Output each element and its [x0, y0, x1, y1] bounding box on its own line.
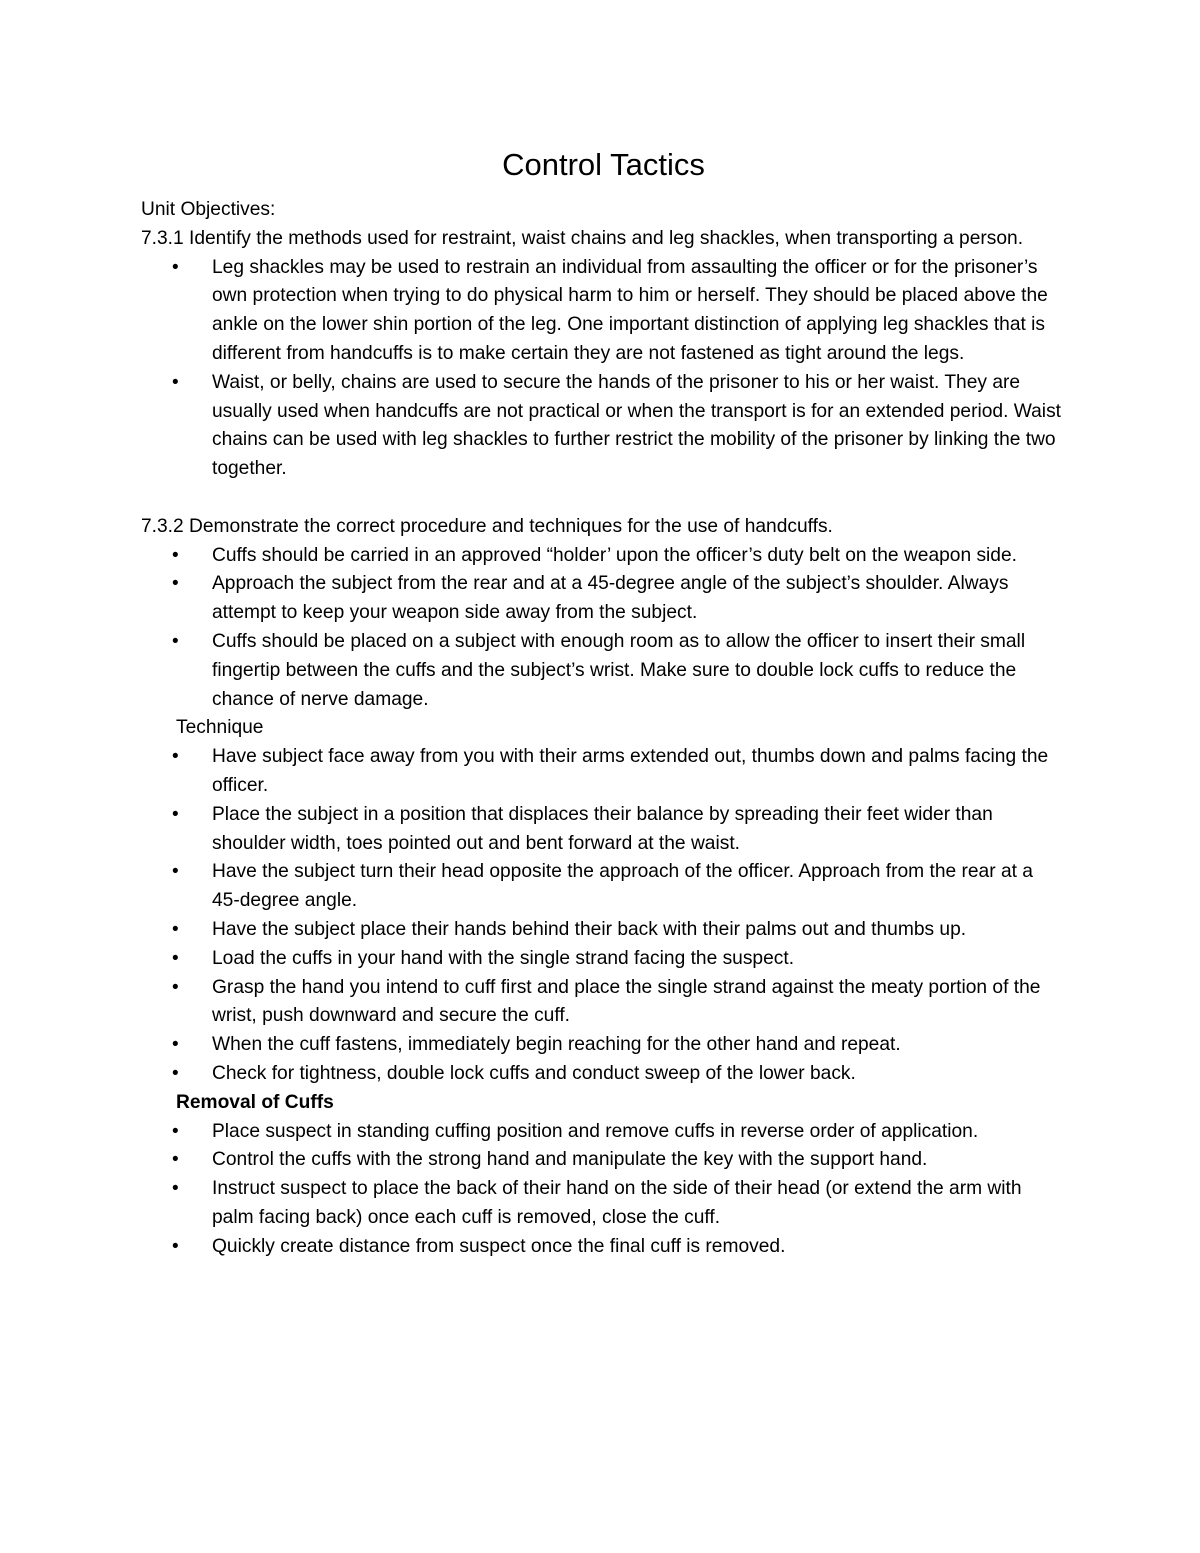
technique-heading: Technique: [176, 717, 264, 739]
removal-section: [141, 1089, 1066, 1262]
removal-heading: Removal of Cuffs: [176, 1091, 334, 1113]
list-item-text: Approach the subject from the rear and at a 45-degree angle of the subject’s shoulder. Always attempt to keep your weapon side away from the subject.: [212, 573, 1009, 624]
list-item: [141, 945, 1066, 974]
bullet-list: [141, 254, 1066, 484]
technique-section: [141, 714, 1066, 1088]
list-item: [141, 1146, 1066, 1175]
bullet-list: [141, 1118, 1066, 1262]
unit-objectives-label: Unit Objectives:: [141, 199, 276, 220]
objective-heading: 7.3.1 Identify the methods used for restraint, waist chains and leg shackles, when transporting a person.: [141, 227, 1024, 249]
list-item-text: Check for tightness, double lock cuffs and conduct sweep of the lower back.: [212, 1062, 856, 1084]
bullet-icon: •: [172, 803, 179, 825]
list-item: [141, 1175, 1066, 1233]
bullet-icon: •: [172, 1178, 179, 1200]
list-item-text: Control the cuffs with the strong hand and manipulate the key with the support hand.: [212, 1149, 928, 1171]
bullet-icon: •: [172, 630, 179, 652]
list-item: [141, 743, 1066, 801]
bullet-icon: •: [172, 947, 179, 969]
objective-heading: 7.3.2 Demonstrate the correct procedure and techniques for the use of handcuffs.: [141, 515, 833, 537]
bullet-icon: •: [172, 256, 179, 278]
bullet-icon: •: [172, 1149, 179, 1171]
list-item-text: Instruct suspect to place the back of their hand on the side of their head (or extend the arm with palm facing back) once each cuff is removed, close the cuff.: [212, 1178, 1022, 1228]
list-item-text: When the cuff fastens, immediately begin reaching for the other hand and repeat.: [212, 1034, 901, 1056]
bullet-list: [141, 743, 1066, 1089]
list-item-text: Waist, or belly, chains are used to secure the hands of the prisoner to his or her waist. They are usually used when handcuffs are not practical or when the transport is for an extended period. Waist chains can be used with leg shackles to further restrict the mobility of the prisoner by linking the two together.: [212, 371, 1061, 480]
bullet-icon: •: [172, 1062, 179, 1084]
bullet-icon: •: [172, 544, 179, 566]
bullet-icon: •: [172, 573, 179, 595]
list-item: [141, 254, 1066, 369]
list-item-text: Quickly create distance from suspect once the final cuff is removed.: [212, 1235, 786, 1257]
bullet-icon: •: [172, 371, 179, 393]
bullet-icon: •: [172, 1235, 179, 1257]
bullet-icon: •: [172, 918, 179, 940]
list-item: [141, 1118, 1066, 1147]
list-item: [141, 801, 1066, 859]
list-item: [141, 1060, 1066, 1089]
list-item: [141, 542, 1066, 571]
list-item: [141, 369, 1066, 484]
list-item: [141, 1233, 1066, 1262]
list-item-text: Cuffs should be carried in an approved “holder’ upon the officer’s duty belt on the weapon side.: [212, 544, 1017, 566]
list-item-text: Place suspect in standing cuffing position and remove cuffs in reverse order of application.: [212, 1120, 979, 1142]
bullet-icon: •: [172, 976, 179, 998]
list-item: [141, 628, 1066, 714]
bullet-icon: •: [172, 746, 179, 768]
list-item-text: Grasp the hand you intend to cuff first and place the single strand against the meaty portion of the wrist, push downward and secure the cuff.: [212, 976, 1041, 1027]
list-item-text: Leg shackles may be used to restrain an individual from assaulting the officer or for the prisoner’s own protection when trying to do physical harm to him or herself. They should be placed above the ankle on the lower shin portion of the leg. One important distinction of applying leg shackles that is different from handcuffs is to make certain they are not fastened as tight around the legs.: [212, 256, 1048, 364]
objective-7-3-2: [141, 513, 1066, 715]
list-item-text: Cuffs should be placed on a subject with enough room as to allow the officer to insert their small fingertip between the cuffs and the subject’s wrist. Make sure to double lock cuffs to reduce the chance of nerve damage.: [212, 630, 1026, 710]
list-item-text: Load the cuffs in your hand with the single strand facing the suspect.: [212, 947, 795, 969]
objective-7-3-1: [141, 225, 1066, 484]
list-item: [141, 570, 1066, 628]
list-item: [141, 1031, 1066, 1060]
bullet-icon: •: [172, 861, 179, 883]
document-title: Control Tactics: [502, 147, 705, 182]
document-page: [141, 140, 1066, 1261]
list-item-text: Have the subject turn their head opposite the approach of the officer. Approach from the rear at a 45-degree angle.: [212, 861, 1033, 912]
list-item-text: Have the subject place their hands behind their back with their palms out and thumbs up.: [212, 918, 967, 940]
bullet-icon: •: [172, 1034, 179, 1056]
list-item-text: Place the subject in a position that displaces their balance by spreading their feet wider than shoulder width, toes pointed out and bent forward at the waist.: [212, 803, 993, 854]
list-item: [141, 858, 1066, 916]
bullet-list: [141, 542, 1066, 715]
list-item: [141, 916, 1066, 945]
list-item: [141, 974, 1066, 1032]
list-item-text: Have subject face away from you with their arms extended out, thumbs down and palms facing the officer.: [212, 746, 1049, 796]
spacer: [141, 484, 1066, 513]
bullet-icon: •: [172, 1120, 179, 1142]
